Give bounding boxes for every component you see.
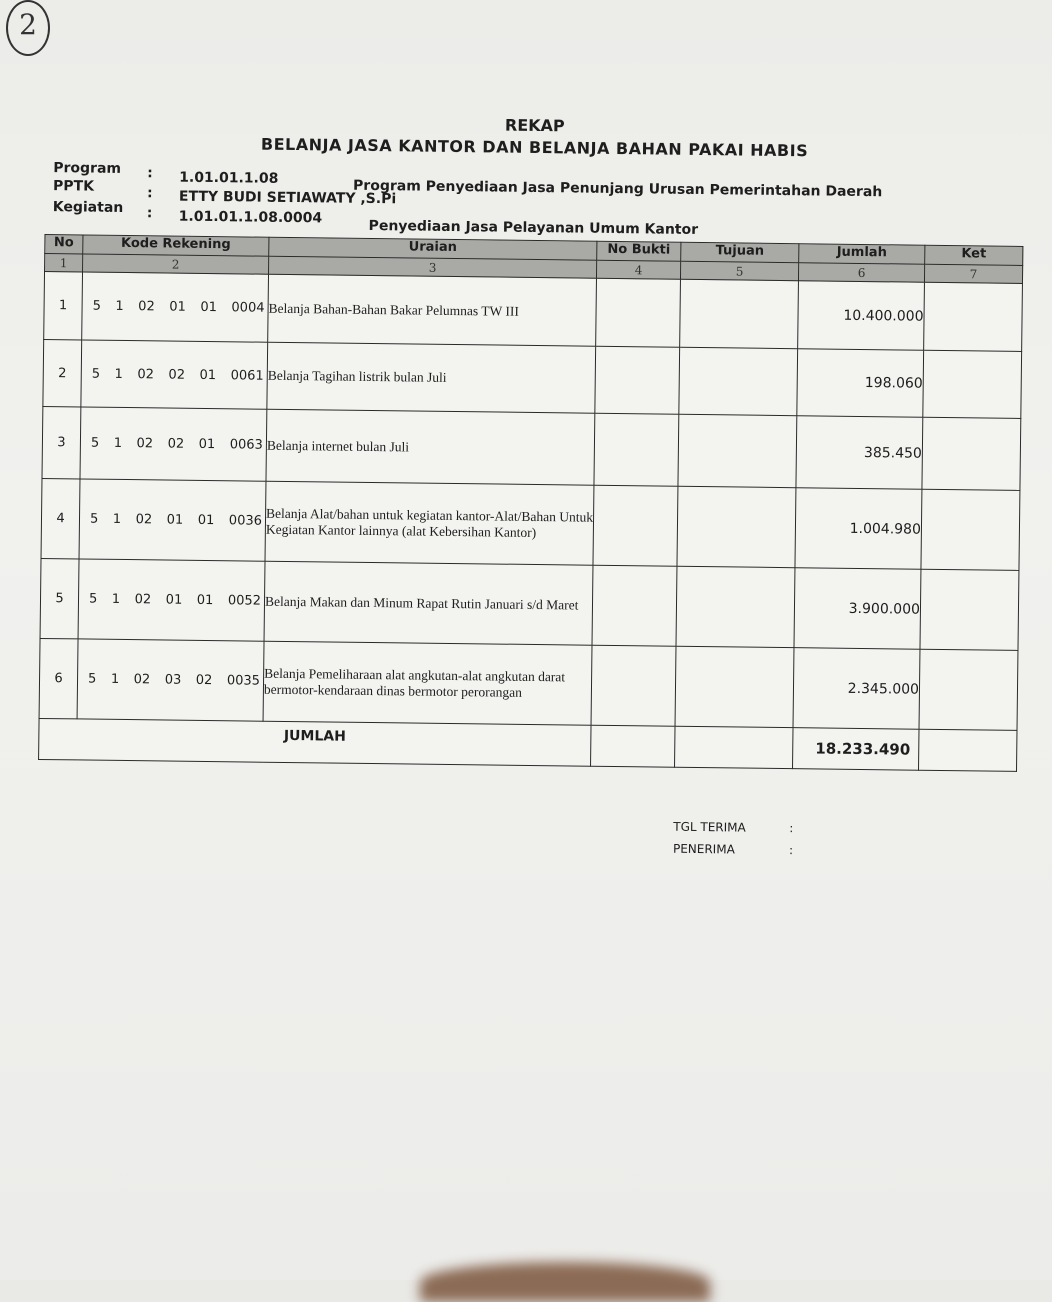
row-no-bukti [596,278,681,347]
col-header-no: No [45,234,83,253]
row-tujuan [678,414,797,487]
kode-segment: 03 [164,672,182,688]
row-tujuan [675,646,794,727]
kode-segment: 02 [137,366,155,382]
kode-segment: 02 [195,672,213,689]
kode-segment: 5 [91,366,101,382]
col-number: 6 [798,263,924,283]
penerima-label: PENERIMA [672,841,735,857]
kode-segment: 0035 [226,673,261,689]
row-kode-rekening [79,479,266,561]
row-kode-rekening [81,340,268,409]
kode-segment: 01 [200,299,218,316]
row-no-bukti [594,413,679,486]
row-no-bukti [595,346,680,414]
row-tujuan [676,566,795,647]
row-no: 1 [44,271,83,339]
row-ket [921,489,1020,570]
table-row [43,339,1022,418]
row-no: 6 [39,638,78,718]
col-header-tujuan: Tujuan [681,242,799,262]
col-number: 7 [924,264,1022,283]
kode-segment: 02 [135,512,153,528]
col-header-uraian: Uraian [269,237,597,260]
rekap-table [38,234,1023,772]
row-no: 3 [42,406,81,478]
row-ket [924,282,1023,351]
kode-segment: 01 [169,299,186,315]
table-row [42,406,1021,490]
kode-segment: 01 [198,436,216,453]
program-code: 1.01.01.1.08 [179,169,279,187]
row-tujuan [680,279,799,348]
kode-segment: 5 [88,591,98,607]
pptk-name: ETTY BUDI SETIAWATY ,S.Pi [178,188,397,208]
doc-title: REKAP [504,115,565,136]
kode-segment: 02 [167,436,185,452]
kode-segment: 01 [199,367,217,383]
row-no: 5 [40,558,79,638]
kode-segment: 0063 [229,437,263,453]
rekap-document [46,110,1024,858]
col-number: 4 [596,260,680,279]
program-colon: : [147,165,153,182]
program-label: Program [53,160,122,177]
row-no-bukti [593,485,678,566]
kode-segment: 1 [111,591,121,607]
kode-segment: 02 [133,672,151,688]
kode-segment: 1 [114,366,123,382]
kegiatan-description: Penyediaan Jasa Pelayanan Umum Kantor [368,217,699,238]
row-jumlah: 385.450 [796,416,923,490]
row-ket [920,569,1019,650]
kode-segment: 01 [166,512,184,528]
row-jumlah: 198.060 [797,349,924,418]
kode-segment: 1 [112,511,122,527]
total-value: 18.233.490 [793,728,919,771]
col-header-no-bukti: No Bukti [597,241,681,261]
row-tujuan [677,486,796,567]
total-tujuan [675,726,793,768]
total-no-bukti [591,725,675,767]
row-jumlah: 10.400.000 [798,281,925,351]
table-row [39,638,1018,730]
row-kode-rekening [80,407,267,481]
row-jumlah: 2.345.000 [793,648,920,730]
row-jumlah: 1.004.980 [795,488,922,570]
kode-segment: 0052 [227,593,262,609]
kegiatan-label: Kegiatan [52,199,124,216]
penerima-colon: : [788,843,794,858]
table-row [41,478,1020,570]
tgl-terima-colon: : [789,821,794,836]
kode-segment: 02 [168,367,186,383]
row-no-bukti [591,645,676,726]
page-number-mark: 2 [6,0,50,56]
col-number: 5 [680,261,798,280]
row-uraian: Belanja internet bulan Juli [266,409,595,485]
kode-segment: 5 [89,511,99,527]
col-number: 2 [83,254,269,274]
row-kode-rekening [77,639,264,721]
kode-segment: 5 [92,298,101,314]
kegiatan-colon: : [146,205,153,222]
kode-segment: 02 [138,299,155,315]
kode-segment: 02 [134,592,152,608]
kode-segment: 01 [197,512,215,529]
pptk-colon: : [146,185,153,202]
table-row [44,271,1023,351]
row-no: 2 [43,339,82,406]
kode-segment: 1 [115,298,124,314]
finger-shadow [420,1262,710,1302]
row-uraian: Belanja Bahan-Bahan Bakar Pelumnas TW III [268,274,597,346]
row-uraian: Belanja Pemeliharaan alat angkutan-alat angkutan darat bermotor-kendaraan dinas bermotor perorangan [263,641,592,725]
row-no: 4 [41,478,80,558]
pptk-label: PPTK [52,178,95,195]
row-no-bukti [592,565,677,646]
row-tujuan [679,347,798,415]
kode-segment: 5 [90,435,100,451]
row-uraian: Belanja Alat/bahan untuk kegiatan kantor-Alat/Bahan Untuk Kegiatan Kantor lainnya (alat Kebersihan Kantor) [265,481,594,565]
kode-segment: 01 [165,592,183,608]
col-number: 1 [45,253,83,271]
col-header-jumlah: Jumlah [799,244,925,265]
row-ket [919,649,1018,730]
kode-segment: 0004 [231,300,265,316]
kode-segment: 5 [87,671,97,687]
row-uraian: Belanja Makan dan Minum Rapat Rutin Januari s/d Maret [264,561,593,645]
kode-segment: 02 [136,436,154,452]
kode-segment: 1 [110,671,120,687]
row-jumlah: 3.900.000 [794,568,921,650]
row-ket [922,417,1021,490]
row-uraian: Belanja Tagihan listrik bulan Juli [267,342,596,413]
row-kode-rekening [82,272,269,342]
kode-segment: 0061 [230,367,264,384]
row-kode-rekening [78,559,265,641]
tgl-terima-label: TGL TERIMA [673,819,746,835]
doc-subtitle: BELANJA JASA KANTOR DAN BELANJA BAHAN PAKAI HABIS [260,134,809,161]
total-label: JUMLAH [39,718,591,766]
total-ket [918,729,1016,771]
table-row [40,558,1019,650]
col-number: 3 [269,256,597,278]
row-ket [923,350,1022,418]
kegiatan-code: 1.01.01.1.08.0004 [178,208,323,227]
col-header-kode-rekening: Kode Rekening [83,235,269,256]
kode-segment: 01 [196,592,214,609]
kode-segment: 0036 [228,513,263,529]
program-description: Program Penyediaan Jasa Penunjang Urusan Pemerintahan Daerah [352,177,883,201]
col-header-ket: Ket [925,245,1023,265]
kode-segment: 1 [113,435,123,451]
